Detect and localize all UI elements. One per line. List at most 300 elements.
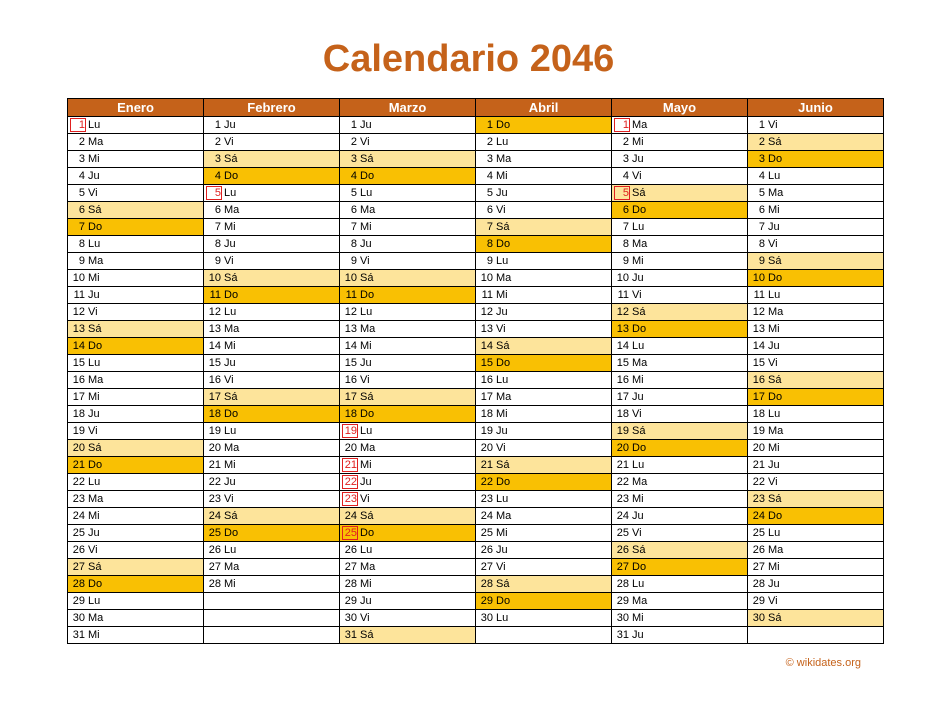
day-cell — [748, 202, 884, 219]
day-number: 15 — [344, 357, 357, 369]
weekday-label: Ma — [496, 391, 512, 403]
day-number: 20 — [616, 442, 629, 454]
day-number: 13 — [616, 323, 629, 335]
weekday-label: Sá — [768, 493, 782, 505]
weekday-label: Vi — [768, 238, 778, 250]
day-cell — [748, 559, 884, 576]
day-number: 10 — [616, 272, 629, 284]
weekday-label: Mi — [496, 527, 508, 539]
day-number: 8 — [622, 238, 629, 250]
day-number: 17 — [480, 391, 493, 403]
day-cell — [476, 457, 612, 474]
weekday-label: Vi — [88, 544, 98, 556]
weekday-label: Sá — [768, 612, 782, 624]
weekday-label: Mi — [768, 204, 780, 216]
weekday-label: Mi — [632, 612, 644, 624]
day-cell — [476, 406, 612, 423]
weekday-label: Sá — [224, 391, 238, 403]
day-number: 3 — [350, 153, 357, 165]
day-cell — [340, 389, 476, 406]
day-cell — [204, 185, 340, 202]
weekday-label: Lu — [88, 238, 101, 250]
day-number: 26 — [72, 544, 85, 556]
day-number: 30 — [344, 612, 357, 624]
day-number: 9 — [622, 255, 629, 267]
weekday-label: Do — [360, 170, 375, 182]
weekday-label: Do — [88, 459, 103, 471]
day-number: 12 — [752, 306, 765, 318]
day-cell — [204, 304, 340, 321]
day-cell — [340, 202, 476, 219]
weekday-label: Lu — [496, 255, 509, 267]
day-cell — [68, 202, 204, 219]
empty-cell — [204, 627, 340, 644]
day-cell — [68, 304, 204, 321]
weekday-label: Ju — [768, 578, 780, 590]
weekday-label: Sá — [496, 578, 510, 590]
day-number: 2 — [78, 136, 85, 148]
day-cell — [612, 559, 748, 576]
day-row — [68, 559, 884, 576]
day-cell — [68, 508, 204, 525]
weekday-label: Ma — [88, 255, 104, 267]
day-cell — [612, 168, 748, 185]
day-cell — [204, 474, 340, 491]
weekday-label: Do — [88, 221, 103, 233]
day-number: 26 — [208, 544, 221, 556]
day-cell — [612, 236, 748, 253]
day-cell — [476, 134, 612, 151]
day-cell — [68, 627, 204, 644]
day-row — [68, 236, 884, 253]
day-number: 9 — [486, 255, 493, 267]
weekday-label: Mi — [632, 374, 644, 386]
day-number: 30 — [616, 612, 629, 624]
day-cell — [476, 389, 612, 406]
day-cell — [204, 168, 340, 185]
day-number: 6 — [214, 204, 221, 216]
day-cell — [68, 389, 204, 406]
day-number: 13 — [344, 323, 357, 335]
day-cell — [340, 508, 476, 525]
day-cell — [612, 287, 748, 304]
day-number: 26 — [480, 544, 493, 556]
day-number: 14 — [208, 340, 221, 352]
weekday-label: Lu — [224, 187, 237, 199]
day-number: 23 — [616, 493, 629, 505]
empty-cell — [476, 627, 612, 644]
weekday-label: Ju — [632, 510, 644, 522]
day-cell — [68, 151, 204, 168]
weekday-label: Mi — [768, 323, 780, 335]
day-cell — [612, 610, 748, 627]
day-number: 28 — [344, 578, 357, 590]
weekday-label: Do — [496, 357, 511, 369]
day-cell — [476, 610, 612, 627]
day-row — [68, 355, 884, 372]
day-number: 12 — [480, 306, 493, 318]
day-row — [68, 525, 884, 542]
day-cell — [476, 474, 612, 491]
weekday-label: Ma — [632, 595, 648, 607]
day-cell — [612, 355, 748, 372]
day-cell — [748, 134, 884, 151]
weekday-label: Sá — [496, 459, 510, 471]
day-number: 5 — [350, 187, 357, 199]
weekday-label: Sá — [360, 391, 374, 403]
weekday-label: Do — [224, 289, 239, 301]
day-number: 24 — [208, 510, 221, 522]
weekday-label: Mi — [88, 510, 100, 522]
weekday-label: Lu — [360, 544, 373, 556]
day-number: 2 — [758, 136, 765, 148]
day-cell — [340, 559, 476, 576]
weekday-label: Lu — [224, 425, 237, 437]
day-cell — [340, 406, 476, 423]
day-cell — [612, 525, 748, 542]
weekday-label: Ma — [88, 493, 104, 505]
weekday-label: Ju — [360, 476, 372, 488]
day-cell — [748, 185, 884, 202]
day-cell — [748, 457, 884, 474]
day-cell — [340, 253, 476, 270]
day-row — [68, 151, 884, 168]
day-cell — [476, 576, 612, 593]
day-number: 20 — [344, 442, 357, 454]
day-number: 5 — [486, 187, 493, 199]
weekday-label: Do — [632, 442, 647, 454]
day-number: 24 — [752, 510, 765, 522]
weekday-label: Vi — [224, 255, 234, 267]
day-cell — [748, 287, 884, 304]
day-number: 27 — [616, 561, 629, 573]
day-number: 11 — [481, 289, 493, 301]
weekday-label: Do — [632, 561, 647, 573]
weekday-label: Mi — [224, 340, 236, 352]
weekday-label: Lu — [632, 459, 645, 471]
weekday-label: Mi — [224, 578, 236, 590]
weekday-label: Sá — [224, 153, 238, 165]
day-cell — [612, 151, 748, 168]
day-row — [68, 372, 884, 389]
day-number: 23 — [344, 493, 357, 505]
weekday-label: Vi — [224, 493, 234, 505]
day-number: 27 — [344, 561, 357, 573]
empty-cell — [204, 610, 340, 627]
weekday-label: Ju — [360, 595, 372, 607]
day-cell — [68, 185, 204, 202]
weekday-label: Sá — [496, 221, 510, 233]
day-row — [68, 457, 884, 474]
weekday-label: Vi — [360, 612, 370, 624]
weekday-label: Do — [88, 340, 103, 352]
day-number: 3 — [758, 153, 765, 165]
weekday-label: Ma — [768, 425, 784, 437]
day-number: 18 — [616, 408, 629, 420]
day-cell — [68, 406, 204, 423]
day-number: 7 — [214, 221, 221, 233]
day-cell — [476, 287, 612, 304]
day-number: 8 — [350, 238, 357, 250]
day-cell — [68, 134, 204, 151]
day-number: 30 — [752, 612, 765, 624]
day-row — [68, 474, 884, 491]
day-cell — [612, 219, 748, 236]
day-cell — [340, 151, 476, 168]
day-cell — [748, 355, 884, 372]
day-cell — [68, 423, 204, 440]
weekday-label: Ma — [88, 374, 104, 386]
weekday-label: Do — [360, 289, 375, 301]
day-number: 25 — [72, 527, 85, 539]
day-number: 14 — [480, 340, 493, 352]
day-row — [68, 542, 884, 559]
weekday-label: Ma — [632, 238, 648, 250]
weekday-label: Mi — [360, 578, 372, 590]
day-cell — [340, 372, 476, 389]
day-cell — [748, 440, 884, 457]
weekday-label: Vi — [360, 136, 370, 148]
day-cell — [68, 355, 204, 372]
day-number: 29 — [344, 595, 357, 607]
weekday-label: Sá — [88, 561, 102, 573]
day-number: 8 — [758, 238, 765, 250]
weekday-label: Ju — [768, 340, 780, 352]
weekday-label: Lu — [224, 544, 237, 556]
day-number: 5 — [615, 187, 629, 199]
weekday-label: Mi — [632, 255, 644, 267]
weekday-label: Sá — [632, 425, 646, 437]
day-cell — [748, 304, 884, 321]
day-row — [68, 134, 884, 151]
day-number: 2 — [214, 136, 221, 148]
day-cell — [476, 321, 612, 338]
day-cell — [68, 270, 204, 287]
day-cell — [340, 168, 476, 185]
weekday-label: Sá — [768, 374, 782, 386]
month-header: Marzo — [340, 99, 476, 117]
weekday-label: Sá — [768, 136, 782, 148]
day-number: 18 — [480, 408, 493, 420]
weekday-label: Vi — [768, 357, 778, 369]
day-number: 1 — [615, 119, 629, 131]
day-number: 1 — [214, 119, 221, 131]
day-cell — [748, 610, 884, 627]
weekday-label: Ma — [360, 442, 376, 454]
weekday-label: Ju — [224, 119, 236, 131]
day-number: 29 — [72, 595, 85, 607]
day-cell — [340, 134, 476, 151]
weekday-label: Do — [360, 408, 375, 420]
day-cell — [476, 593, 612, 610]
weekday-label: Mi — [768, 442, 780, 454]
day-number: 28 — [616, 578, 629, 590]
day-cell — [476, 508, 612, 525]
weekday-label: Vi — [88, 425, 98, 437]
month-header: Enero — [68, 99, 204, 117]
day-cell — [68, 610, 204, 627]
day-cell — [340, 236, 476, 253]
day-number: 9 — [350, 255, 357, 267]
day-row — [68, 610, 884, 627]
day-number: 27 — [480, 561, 493, 573]
day-number: 21 — [344, 459, 357, 471]
day-cell — [68, 491, 204, 508]
weekday-label: Vi — [632, 408, 642, 420]
day-cell — [476, 168, 612, 185]
day-cell — [612, 270, 748, 287]
day-cell — [68, 219, 204, 236]
weekday-label: Mi — [88, 391, 100, 403]
weekday-label: Do — [496, 595, 511, 607]
day-number: 1 — [71, 119, 85, 131]
day-number: 19 — [480, 425, 493, 437]
page-title: Calendario 2046 — [322, 38, 615, 80]
weekday-label: Lu — [496, 612, 509, 624]
day-number: 4 — [486, 170, 493, 182]
day-cell — [340, 440, 476, 457]
day-number: 8 — [78, 238, 85, 250]
day-cell — [68, 117, 204, 134]
weekday-label: Mi — [632, 136, 644, 148]
day-number: 19 — [752, 425, 765, 437]
day-cell — [476, 270, 612, 287]
day-number: 21 — [616, 459, 629, 471]
day-cell — [612, 117, 748, 134]
day-number: 29 — [752, 595, 765, 607]
day-cell — [204, 559, 340, 576]
day-cell — [748, 270, 884, 287]
weekday-label: Sá — [360, 272, 374, 284]
day-number: 21 — [72, 459, 85, 471]
day-cell — [476, 253, 612, 270]
day-cell — [340, 474, 476, 491]
day-cell — [340, 304, 476, 321]
month-header: Febrero — [204, 99, 340, 117]
day-cell — [612, 576, 748, 593]
day-number: 12 — [616, 306, 629, 318]
day-number: 19 — [72, 425, 85, 437]
day-cell — [748, 593, 884, 610]
weekday-label: Do — [768, 153, 783, 165]
day-number: 18 — [752, 408, 765, 420]
day-number: 11 — [753, 289, 765, 301]
day-cell — [476, 423, 612, 440]
day-number: 4 — [78, 170, 85, 182]
weekday-label: Ma — [360, 323, 376, 335]
day-cell — [204, 321, 340, 338]
weekday-label: Lu — [496, 374, 509, 386]
weekday-label: Ma — [768, 187, 784, 199]
weekday-label: Sá — [768, 255, 782, 267]
weekday-label: Ma — [768, 544, 784, 556]
day-cell — [612, 406, 748, 423]
weekday-label: Ju — [632, 629, 644, 641]
day-cell — [612, 389, 748, 406]
day-number: 22 — [344, 476, 357, 488]
empty-cell — [748, 627, 884, 644]
day-cell — [748, 474, 884, 491]
day-cell — [748, 168, 884, 185]
day-number: 15 — [616, 357, 629, 369]
weekday-label: Mi — [88, 153, 100, 165]
day-number: 10 — [208, 272, 221, 284]
day-number: 7 — [622, 221, 629, 233]
weekday-label: Ju — [360, 238, 372, 250]
day-row — [68, 287, 884, 304]
day-cell — [748, 321, 884, 338]
weekday-label: Mi — [224, 459, 236, 471]
day-number: 2 — [486, 136, 493, 148]
day-cell — [204, 355, 340, 372]
day-cell — [612, 491, 748, 508]
day-number: 3 — [622, 153, 629, 165]
weekday-label: Lu — [360, 187, 373, 199]
weekday-label: Ma — [632, 476, 648, 488]
day-row — [68, 253, 884, 270]
weekday-label: Mi — [496, 408, 508, 420]
day-number: 8 — [486, 238, 493, 250]
weekday-label: Do — [224, 408, 239, 420]
day-row — [68, 219, 884, 236]
day-cell — [204, 236, 340, 253]
day-row — [68, 270, 884, 287]
weekday-label: Vi — [360, 493, 370, 505]
weekday-label: Lu — [768, 408, 781, 420]
day-number: 6 — [350, 204, 357, 216]
weekday-label: Lu — [632, 578, 645, 590]
day-cell — [748, 117, 884, 134]
day-cell — [612, 253, 748, 270]
weekday-label: Ma — [224, 442, 240, 454]
day-number: 10 — [752, 272, 765, 284]
day-cell — [204, 389, 340, 406]
day-cell — [68, 168, 204, 185]
weekday-label: Ma — [360, 204, 376, 216]
day-number: 28 — [480, 578, 493, 590]
day-cell — [748, 525, 884, 542]
day-number: 4 — [350, 170, 357, 182]
day-cell — [204, 219, 340, 236]
day-number: 23 — [752, 493, 765, 505]
weekday-label: Ma — [224, 323, 240, 335]
day-cell — [204, 134, 340, 151]
weekday-label: Mi — [496, 289, 508, 301]
day-number: 1 — [486, 119, 493, 131]
weekday-label: Do — [768, 272, 783, 284]
weekday-label: Vi — [496, 204, 506, 216]
day-cell — [612, 457, 748, 474]
day-number: 24 — [344, 510, 357, 522]
day-number: 29 — [480, 595, 493, 607]
weekday-label: Do — [224, 527, 239, 539]
weekday-label: Do — [88, 578, 103, 590]
day-number: 21 — [752, 459, 765, 471]
day-number: 19 — [344, 425, 357, 437]
day-number: 20 — [752, 442, 765, 454]
weekday-label: Ju — [632, 153, 644, 165]
weekday-label: Sá — [632, 187, 646, 199]
day-number: 29 — [616, 595, 629, 607]
weekday-label: Ma — [496, 272, 512, 284]
day-row — [68, 389, 884, 406]
day-cell — [748, 576, 884, 593]
weekday-label: Ju — [360, 119, 372, 131]
day-number: 6 — [758, 204, 765, 216]
day-number: 25 — [208, 527, 221, 539]
weekday-label: Sá — [496, 340, 510, 352]
day-number: 21 — [208, 459, 221, 471]
